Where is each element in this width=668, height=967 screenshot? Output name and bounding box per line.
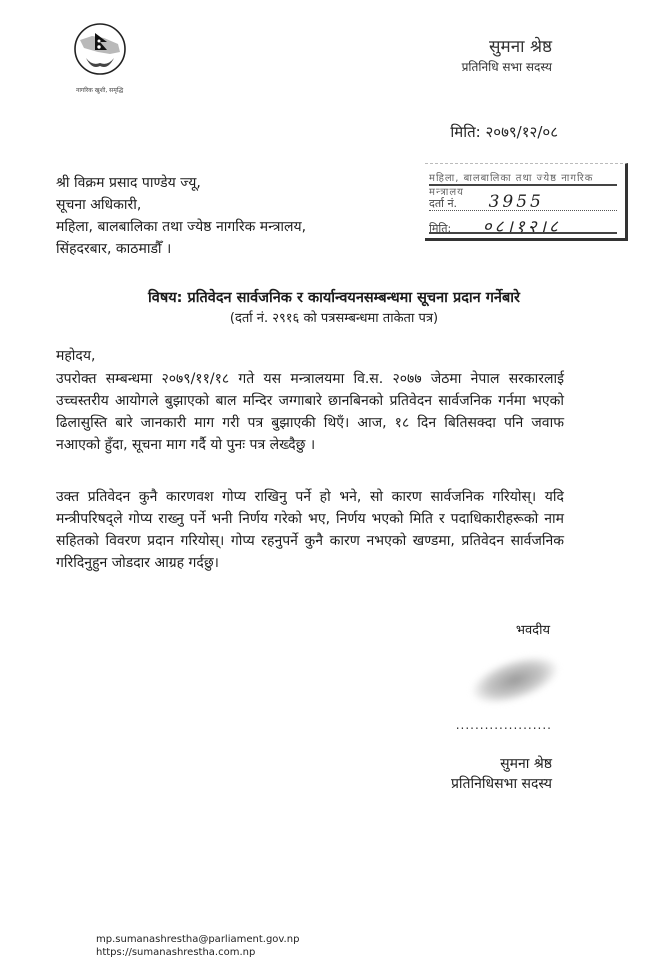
blurred-signature <box>466 647 564 713</box>
recipient-line: सूचना अधिकारी, <box>56 197 142 213</box>
signatory-title: प्रतिनिधिसभा सदस्य <box>450 776 552 792</box>
letter-date: मिति: २०७९/१२/०८ <box>450 123 558 141</box>
salutation: महोदय, <box>56 348 96 364</box>
stamp-header: महिला, बालबालिका तथा ज्येष्ठ नागरिक मन्त्रालय <box>429 170 617 186</box>
sender-name: सुमना श्रेष्ठ <box>489 37 552 57</box>
footer-email: mp.sumanashrestha@parliament.gov.np <box>96 934 300 945</box>
subject-title: विषय: प्रतिवेदन सार्वजनिक र कार्यान्वयनसम्बन्धमा सूचना प्रदान गर्नेबारे <box>148 290 520 306</box>
body-paragraph-1: उपरोक्त सम्बन्धमा २०७९/११/१८ गते यस मन्त्रालयमा वि.स. २०७७ जेठमा नेपाल सरकारलाई उच्चस्तरीय आयोगले बुझाएको बाल मन्दिर जग्गाबारे छानबिनको प्रतिवेदन सार्वजनिक गर्नमा भएको ढिलासुस्ति बारे जानकारी माग गरी पत्र बुझाएकी थिएँ। आज, १८ दिन बितिसक्दा पनि जवाफ नआएको हुँदा, सूचना माग गर्दै यो पुनः पत्र लेख्दैछु । <box>56 371 564 453</box>
stamp-reg-value: 3955 <box>488 192 544 212</box>
sender-title: प्रतिनिधि सभा सदस्य <box>461 60 552 74</box>
valediction: भवदीय <box>515 623 550 638</box>
recipient-address <box>56 172 306 260</box>
registration-stamp <box>425 163 628 241</box>
stamp-reg-label: दर्ता नं. <box>429 197 458 210</box>
parliament-emblem-logo <box>70 22 130 84</box>
recipient-line: श्री विक्रम प्रसाद पाण्डेय ज्यू, <box>56 175 201 191</box>
stamp-date-row <box>429 214 617 237</box>
subject-reference: (दर्ता नं. २९१६ को पत्रसम्बन्धमा ताकेता पत्र) <box>229 311 439 326</box>
emblem-icon <box>70 22 130 84</box>
signature-line: .................... <box>455 718 552 732</box>
signatory-name: सुमना श्रेष्ठ <box>500 756 552 772</box>
stamp-date-label: मिति: <box>429 222 452 235</box>
emblem-motto: नागरिक खुशी, समृद्धि <box>76 87 124 94</box>
recipient-line: सिंहदरबार, काठमाडौँ । <box>56 241 172 257</box>
stamp-date-value: ०८।१२।८ <box>482 217 561 237</box>
footer-contact <box>96 933 299 959</box>
body-paragraph-2: उक्त प्रतिवेदन कुनै कारणवश गोप्य राखिनु पर्ने हो भने, सो कारण सार्वजनिक गरियोस्। यदि मन्त्रीपरिषद्ले गोप्य राख्नु पर्ने भनी निर्णय गरेको भए, निर्णय भएको मिति र पदाधिकारीहरूको नाम सहितको विवरण प्रदान गरियोस्। गोप्य रहनुपर्ने कुनै कारण नभएको खण्डमा, प्रतिवेदन सार्वजनिक गरिदिनुहुन जोडदार आग्रह गर्दछु। <box>56 489 564 571</box>
recipient-line: महिला, बालबालिका तथा ज्येष्ठ नागरिक मन्त्रालय, <box>56 219 307 235</box>
footer-website: https://sumanashrestha.com.np <box>96 947 256 958</box>
stamp-registration-row <box>429 192 617 211</box>
